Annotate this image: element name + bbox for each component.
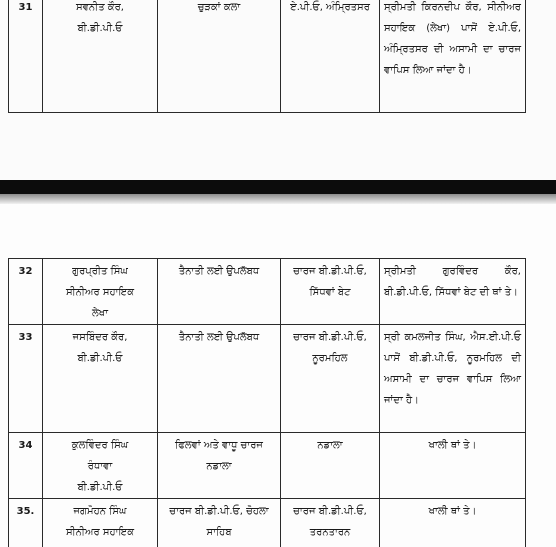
posting-place: ਫਿਲਵਾਂ ਅਤੇ ਵਾਧੂ ਚਾਰਜ ਨਡਾਲਾ [158, 433, 281, 499]
officer-name: ਸਵਨੀਤ ਕੌਰ, ਬੀ.ਡੀ.ਪੀ.ਓ [43, 0, 158, 113]
additional-charge: ਨਡਾਲਾ [281, 433, 380, 499]
transfer-table-top [8, 0, 526, 113]
remarks: ਸ੍ਰੀਮਤੀ ਗੁਰਵਿੰਦਰ ਕੌਰ, ਬੀ.ਡੀ.ਪੀ.ਓ, ਸਿੱਧਵਾਂ ਬੇਟ ਦੀ ਥਾਂ ਤੇ। [380, 259, 526, 325]
page-binding-gap [0, 180, 556, 194]
remarks: ਖਾਲੀ ਥਾਂ ਤੇ। [380, 499, 526, 547]
posting-place: ਤੈਨਾਤੀ ਲਈ ਉਪਲੱਬਧ [158, 259, 281, 325]
posting-place: ਚੁੜਕਾਂ ਕਲਾ [158, 0, 281, 113]
serial-number: 31 [9, 0, 43, 113]
additional-charge: ਚਾਰਜ ਬੀ.ਡੀ.ਪੀ.ਓ, ਤਰਨਤਾਰਨ [281, 499, 380, 547]
remarks: ਖਾਲੀ ਥਾਂ ਤੇ। [380, 433, 526, 499]
lower-page [0, 204, 556, 547]
serial-number: 32 [9, 259, 43, 325]
table-row [9, 259, 526, 325]
posting-place: ਤੈਨਾਤੀ ਲਈ ਉਪਲੱਬਧ [158, 325, 281, 433]
upper-page [0, 0, 556, 180]
additional-charge: ਚਾਰਜ ਬੀ.ਡੀ.ਪੀ.ਓ, ਨੂਰਮਹਿਲ [281, 325, 380, 433]
serial-number: 35. [9, 499, 43, 547]
transfer-table-bottom [8, 258, 526, 547]
serial-number: 33 [9, 325, 43, 433]
table-row [9, 499, 526, 547]
additional-charge: ਏ.ਪੀ.ਓ, ਅੰਮ੍ਰਿਤਸਰ [281, 0, 380, 113]
page-shadow [0, 194, 556, 204]
officer-name: ਗੁਰਪ੍ਰੀਤ ਸਿੰਘ ਸੀਨੀਅਰ ਸਹਾਇਕ ਲੇਖਾ [43, 259, 158, 325]
additional-charge: ਚਾਰਜ ਬੀ.ਡੀ.ਪੀ.ਓ, ਸਿੱਧਵਾਂ ਬੇਟ [281, 259, 380, 325]
table-row [9, 433, 526, 499]
officer-name: ਜਗਮੋਹਨ ਸਿੰਘ ਸੀਨੀਅਰ ਸਹਾਇਕ [43, 499, 158, 547]
officer-name: ਜਸਬਿੰਦਰ ਕੌਰ, ਬੀ.ਡੀ.ਪੀ.ਓ [43, 325, 158, 433]
remarks: ਸ੍ਰੀਮਤੀ ਕਿਰਨਦੀਪ ਕੌਰ, ਸੀਨੀਅਰ ਸਹਾਇਕ (ਲੇਖਾ) ਪਾਸੋਂ ਏ.ਪੀ.ਓ, ਅੰਮ੍ਰਿਤਸਰ ਦੀ ਅਸਾਮੀ ਦਾ ਚਾਰਜ ਵਾਪਿਸ ਲਿਆ ਜਾਂਦਾ ਹੈ। [380, 0, 526, 113]
posting-place: ਚਾਰਜ ਬੀ.ਡੀ.ਪੀ.ਓ, ਚੋਹਲਾ ਸਾਹਿਬ [158, 499, 281, 547]
serial-number: 34 [9, 433, 43, 499]
officer-name: ਕੁਲਵਿੰਦਰ ਸਿੰਘ ਰੰਧਾਵਾ ਬੀ.ਡੀ.ਪੀ.ਓ [43, 433, 158, 499]
table-row [9, 325, 526, 433]
remarks: ਸ੍ਰੀ ਕਮਲਜੀਤ ਸਿੰਘ, ਐਸ.ਈ.ਪੀ.ਓ ਪਾਸੋਂ ਬੀ.ਡੀ.ਪੀ.ਓ, ਨੂਰਮਹਿਲ ਦੀ ਅਸਾਮੀ ਦਾ ਚਾਰਜ ਵਾਪਿਸ ਲਿਆ ਜਾਂਦਾ ਹੈ। [380, 325, 526, 433]
table-row [9, 0, 526, 113]
